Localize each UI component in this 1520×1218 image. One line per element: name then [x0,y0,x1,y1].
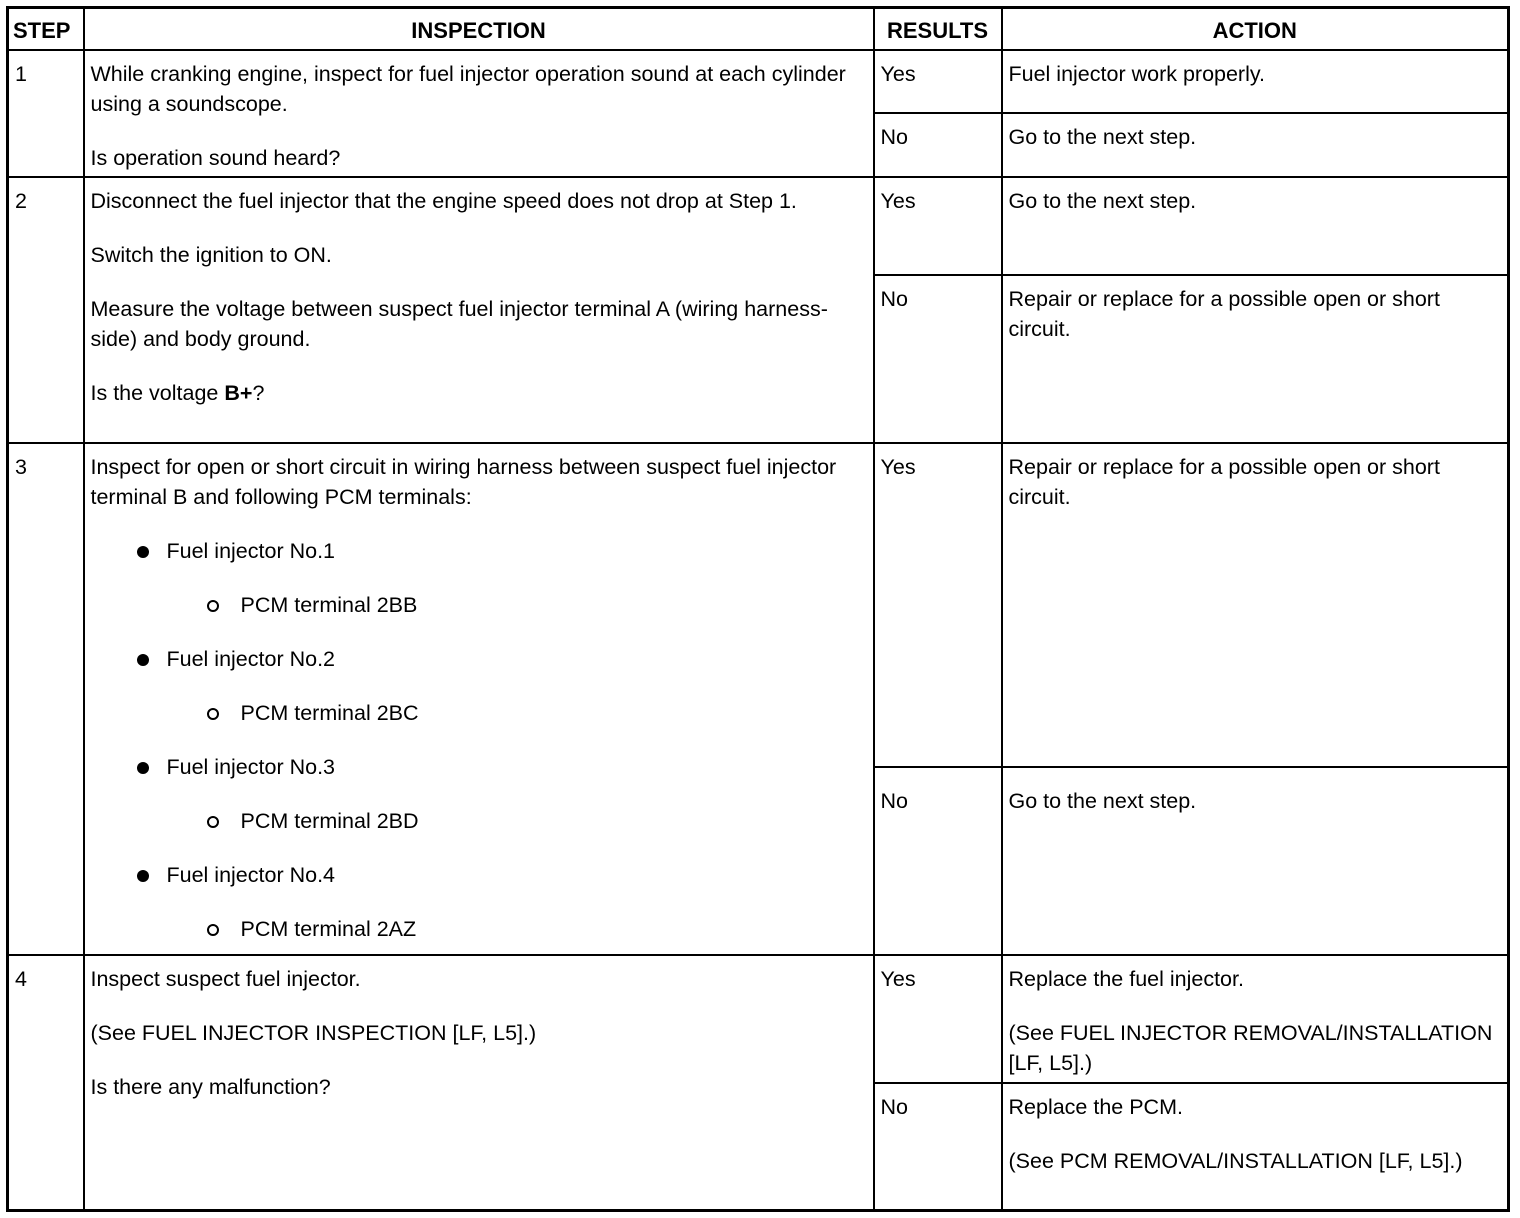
header-inspection: INSPECTION [84,8,874,50]
action-reference: (See FUEL INJECTOR REMOVAL/INSTALLATION [LF, L5].) [1008,1020,1493,1075]
list-item-label: Fuel injector No.2 [166,646,335,671]
bullet-icon [137,762,149,774]
list-item-label: Fuel injector No.1 [166,538,335,563]
list-item [131,860,867,944]
result-yes: Yes [874,177,1002,275]
inspection-question [91,378,867,408]
inspection-text: Measure the voltage between suspect fuel injector terminal A (wiring harness-side) and body ground. [90,296,828,351]
inspection-text: While cranking engine, inspect for fuel injector operation sound at each cylinder using a soundscope. [90,61,846,116]
step-1-row-yes [8,50,1509,113]
step-number: 3 [8,443,84,955]
action-text: Repair or replace for a possible open or short circuit. [1008,286,1440,341]
sub-list-item-label: PCM terminal 2BC [240,700,419,725]
inspection-reference: (See FUEL INJECTOR INSPECTION [LF, L5].) [90,1020,537,1045]
action-reference: (See PCM REMOVAL/INSTALLATION [LF, L5].) [1008,1148,1463,1173]
sub-list [167,698,867,728]
header-step: STEP [8,8,84,50]
action-no [1002,275,1509,443]
sub-list [167,590,867,620]
action-text: Go to the next step. [1008,188,1197,213]
sub-list-item [207,914,867,944]
list-item [131,536,867,620]
bullet-icon [137,654,149,666]
step-4-row-yes [8,955,1509,1083]
action-text: Repair or replace for a possible open or short circuit. [1008,454,1440,509]
action-text: Replace the fuel injector. [1008,966,1244,991]
list-item-label: Fuel injector No.3 [166,754,335,779]
result-no: No [874,275,1002,443]
sub-list [167,914,867,944]
circle-bullet-icon [207,600,219,612]
action-text: Go to the next step. [1008,788,1197,813]
circle-bullet-icon [207,816,219,828]
voltage-value: B+ [224,380,253,405]
sub-list-item [207,806,867,836]
list-item [131,644,867,728]
action-no [1002,1083,1509,1211]
bullet-icon [137,870,149,882]
inspection-question: Is operation sound heard? [90,145,341,170]
diagnostic-table [6,6,1510,1212]
list-item [131,752,867,836]
sub-list-item [207,698,867,728]
step-number: 2 [8,177,84,443]
header-row [8,8,1509,50]
sub-list-item-label: PCM terminal 2BB [240,592,418,617]
step-number: 4 [8,955,84,1211]
sub-list-item-label: PCM terminal 2AZ [240,916,417,941]
inspection-cell [84,50,874,177]
step-2-row-yes [8,177,1509,275]
circle-bullet-icon [207,924,219,936]
result-no: No [874,113,1002,177]
sub-list-item-label: PCM terminal 2BD [240,808,419,833]
inspection-text: Switch the ignition to ON. [90,242,332,267]
result-yes: Yes [874,50,1002,113]
question-prefix: Is the voltage [90,380,225,405]
inspection-text: Inspect for open or short circuit in wiring harness between suspect fuel injector terminal B and following PCM terminals: [90,454,837,509]
step-3-row-yes [8,443,1509,767]
action-no [1002,113,1509,177]
bullet-icon [137,546,149,558]
result-yes: Yes [874,443,1002,767]
action-yes [1002,177,1509,275]
inspection-cell [84,443,874,955]
result-yes: Yes [874,955,1002,1083]
inspection-question: Is there any malfunction? [90,1074,331,1099]
question-suffix: ? [252,380,265,405]
sub-list-item [207,590,867,620]
action-yes [1002,955,1509,1083]
circle-bullet-icon [207,708,219,720]
list-item-label: Fuel injector No.4 [166,862,335,887]
action-text: Fuel injector work properly. [1008,61,1265,86]
inspection-cell [84,955,874,1211]
result-no: No [874,1083,1002,1211]
action-text: Go to the next step. [1008,124,1197,149]
action-yes [1002,50,1509,113]
step-number: 1 [8,50,84,177]
injector-list [91,536,867,944]
header-results: RESULTS [874,8,1002,50]
inspection-text: Disconnect the fuel injector that the engine speed does not drop at Step 1. [90,188,797,213]
result-no: No [874,767,1002,955]
inspection-text: Inspect suspect fuel injector. [90,966,361,991]
action-yes [1002,443,1509,767]
inspection-cell [84,177,874,443]
action-text: Replace the PCM. [1008,1094,1183,1119]
header-action: ACTION [1002,8,1509,50]
action-no [1002,767,1509,955]
sub-list [167,806,867,836]
